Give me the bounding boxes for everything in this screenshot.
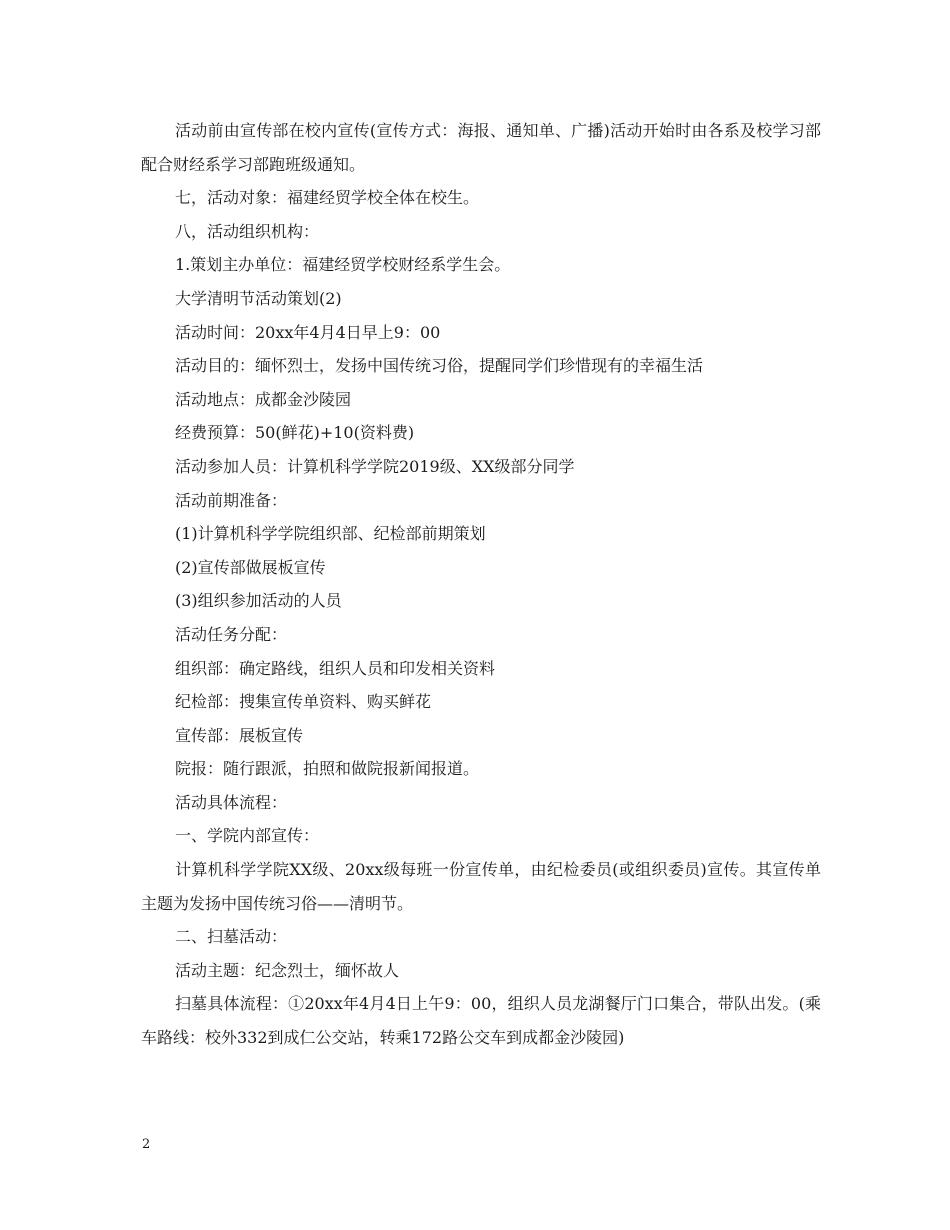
- paragraph-activity-target: 七，活动对象：福建经贸学校全体在校生。: [175, 188, 480, 208]
- paragraph-tomb-sweeping-process: 扫墓具体流程：①20xx年4月4日上午9：00，组织人员龙湖餐厅门口集合，带队出发。(乘车路线：校外332到成仁公交站，转乘172路公交车到成都金沙陵园): [141, 994, 821, 1048]
- paragraph-internal-publicity-heading: 一、学院内部宣传：: [175, 826, 320, 846]
- paragraph-activity-theme: 活动主题：纪念烈士，缅怀故人: [175, 960, 400, 980]
- paragraph-participants: 活动参加人员：计算机科学学院2019级、XX级部分同学: [175, 456, 575, 476]
- paragraph-internal-publicity: 计算机科学学院XX级、20xx级每班一份宣传单，由纪检委员(或组织委员)宣传。其宣传单主题为发扬中国传统习俗——清明节。: [141, 860, 821, 913]
- paragraph-publicity-method: 活动前由宣传部在校内宣传(宣传方式：海报、通知单、广播)活动开始时由各系及校学习部配合财经系学习部跑班级通知。: [141, 121, 821, 174]
- document-body: [141, 114, 821, 1055]
- paragraph-task-publicity: 宣传部：展板宣传: [175, 725, 304, 745]
- paragraph-activity-time: 活动时间：20xx年4月4日早上9：00: [175, 322, 441, 342]
- paragraph-plan-title: 大学清明节活动策划(2): [175, 288, 342, 308]
- paragraph-task-heading: 活动任务分配：: [175, 624, 288, 644]
- paragraph-process-heading: 活动具体流程：: [175, 792, 288, 812]
- paragraph-activity-purpose: 活动目的：缅怀烈士，发扬中国传统习俗，提醒同学们珍惜现有的幸福生活: [175, 356, 704, 376]
- paragraph-preparation-3: (3)组织参加活动的人员: [175, 591, 342, 611]
- paragraph-task-newsletter: 院报：随行跟派，拍照和做院报新闻报道。: [175, 759, 480, 779]
- paragraph-tomb-sweeping-heading: 二、扫墓活动：: [175, 927, 288, 947]
- page-number: 2: [142, 1137, 151, 1152]
- paragraph-task-discipline: 纪检部：搜集宣传单资料、购买鲜花: [175, 692, 432, 712]
- paragraph-organization-heading: 八，活动组织机构：: [175, 221, 320, 241]
- paragraph-budget: 经费预算：50(鲜花)+10(资料费): [175, 423, 415, 443]
- paragraph-task-organization: 组织部：确定路线，组织人员和印发相关资料: [175, 658, 496, 678]
- paragraph-organizer: 1.策划主办单位：福建经贸学校财经系学生会。: [175, 255, 511, 275]
- paragraph-activity-location: 活动地点：成都金沙陵园: [175, 389, 352, 409]
- paragraph-preparation-1: (1)计算机科学学院组织部、纪检部前期策划: [175, 524, 486, 544]
- paragraph-preparation-heading: 活动前期准备：: [175, 490, 288, 510]
- paragraph-preparation-2: (2)宣传部做展板宣传: [175, 557, 326, 577]
